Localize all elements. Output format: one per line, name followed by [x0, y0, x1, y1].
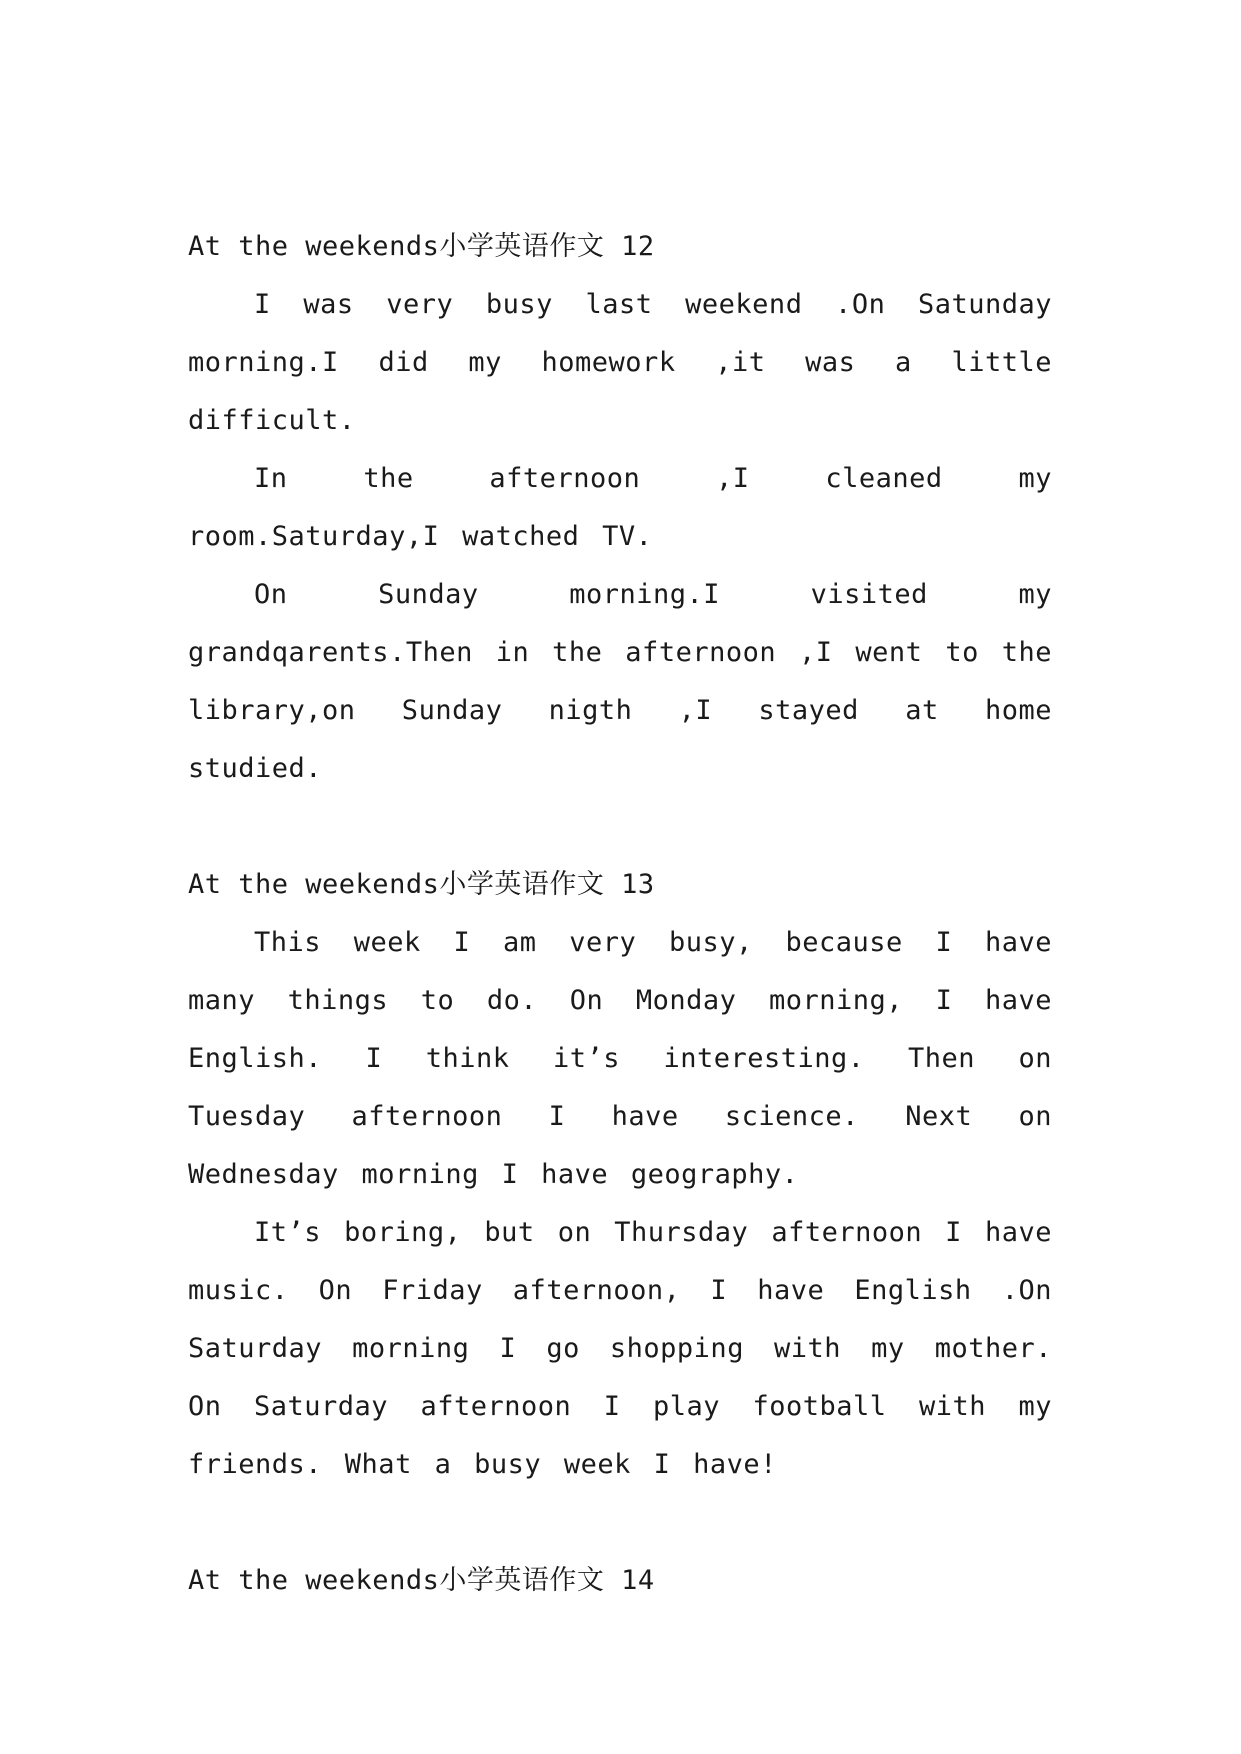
- essay-section-13: [188, 856, 1052, 1494]
- document-page: [188, 218, 1052, 1668]
- essay-heading: At the weekends小学英语作文 12: [188, 231, 655, 262]
- essay-paragraph: It’s boring, but on Thursday afternoon I have music. On Friday afternoon, I have English .On Saturday morning I go shopping with my mother. On Saturday afternoon I play football with my friends. What a busy week I have!: [188, 1217, 1052, 1480]
- essay-paragraph: This week I am very busy, because I have many things to do. On Monday morning, I have English. I think it’s interesting. Then on Tuesday afternoon I have science. Next on Wednesday morning I have geography.: [188, 927, 1052, 1190]
- essay-heading: At the weekends小学英语作文 13: [188, 869, 655, 900]
- essay-heading: At the weekends小学英语作文 14: [188, 1565, 655, 1596]
- essay-paragraph: On Sunday morning.I visited my grandqarents.Then in the afternoon ,I went to the library,on Sunday nigth ,I stayed at home studied.: [188, 579, 1052, 784]
- essay-paragraph: I was very busy last weekend .On Satunday morning.I did my homework ,it was a little difficult.: [188, 289, 1052, 436]
- essay-paragraph: In the afternoon ,I cleaned my room.Saturday,I watched TV.: [188, 463, 1052, 552]
- essay-section-12: [188, 218, 1052, 798]
- essay-section-14: [188, 1552, 1052, 1610]
